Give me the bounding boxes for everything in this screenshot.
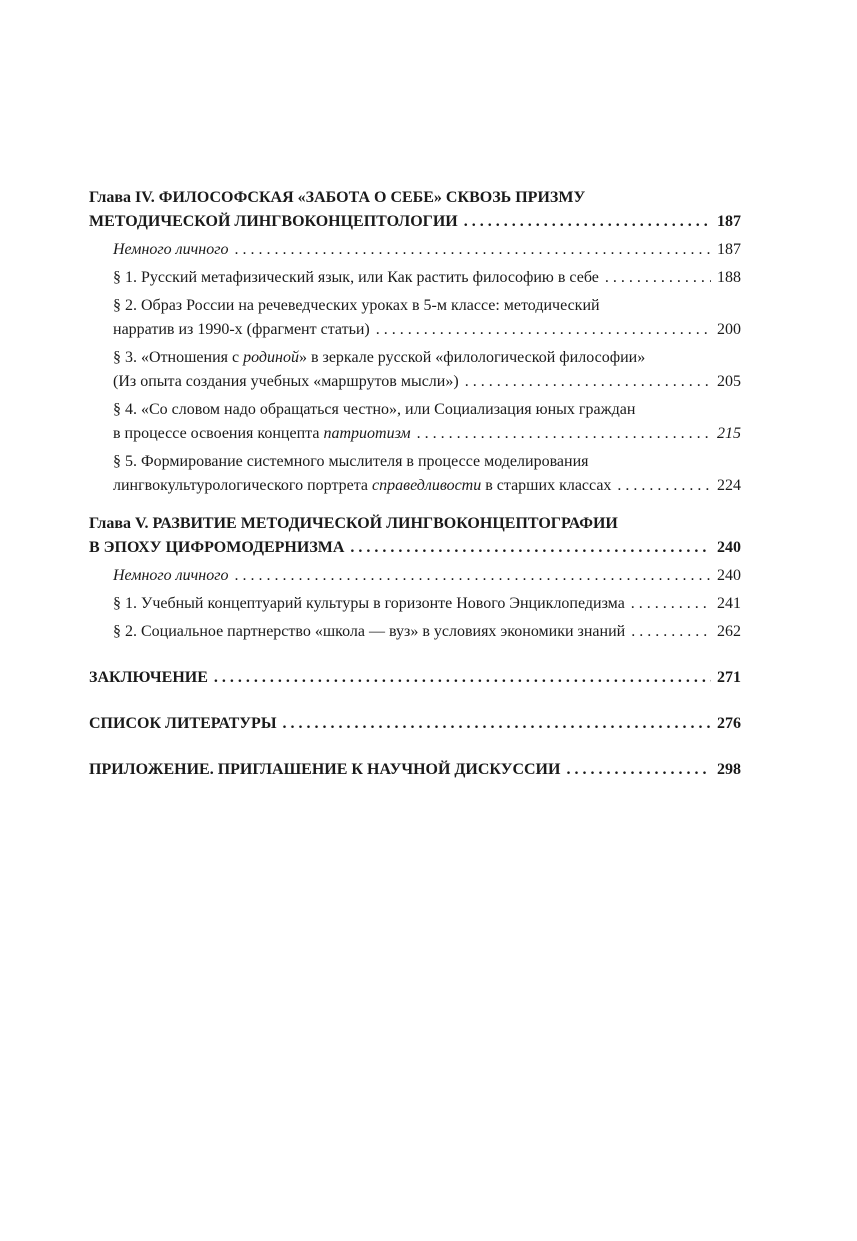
page-number: 262 bbox=[717, 623, 741, 640]
toc-chapter-4[interactable] bbox=[89, 186, 741, 234]
page-number: 188 bbox=[717, 269, 741, 286]
toc-item[interactable] bbox=[113, 592, 741, 616]
leader-dots bbox=[631, 592, 711, 616]
toc-item[interactable] bbox=[113, 620, 741, 644]
toc-item-title-line1: § 2. Образ России на речеведческих уроках в 5-м классе: методический bbox=[113, 297, 600, 314]
page-number: 240 bbox=[717, 539, 741, 556]
toc-item-title: § 1. Русский метафизический язык, или Как растить философию в себе bbox=[113, 269, 599, 286]
chapter-4-title-line2: МЕТОДИЧЕСКОЙ ЛИНГВОКОНЦЕПТОЛОГИИ bbox=[89, 213, 458, 230]
toc-item-title-line2: нарратив из 1990-х (фрагмент статьи) bbox=[113, 321, 370, 338]
page-number: 241 bbox=[717, 595, 741, 612]
toc-item[interactable] bbox=[113, 564, 741, 588]
chapter-5-title-line2: В ЭПОХУ ЦИФРОМОДЕРНИЗМА bbox=[89, 539, 345, 556]
appendix-title: ПРИЛОЖЕНИЕ. ПРИГЛАШЕНИЕ К НАУЧНОЙ ДИСКУССИИ bbox=[89, 761, 561, 778]
leader-dots bbox=[464, 210, 711, 234]
leader-dots bbox=[350, 536, 711, 560]
page-number: 215 bbox=[717, 425, 741, 442]
toc-item-title-line1: § 5. Формирование системного мыслителя в процессе моделирования bbox=[113, 453, 589, 470]
page-number: 187 bbox=[717, 213, 741, 230]
toc-item-title-line2: лингвокультурологического портрета справедливости в старших классах bbox=[113, 477, 612, 494]
bibliography-title: СПИСОК ЛИТЕРАТУРЫ bbox=[89, 715, 277, 732]
toc-item-title: Немного личного bbox=[113, 241, 229, 258]
toc-item[interactable] bbox=[113, 238, 741, 262]
leader-dots bbox=[617, 474, 711, 498]
leader-dots bbox=[283, 712, 711, 736]
page-number: 240 bbox=[717, 567, 741, 584]
toc-item-title: Немного личного bbox=[113, 567, 229, 584]
leader-dots bbox=[234, 238, 711, 262]
toc-item-title-line2: (Из опыта создания учебных «маршрутов мысли») bbox=[113, 373, 459, 390]
page-number: 200 bbox=[717, 321, 741, 338]
leader-dots bbox=[465, 370, 711, 394]
page-number: 187 bbox=[717, 241, 741, 258]
toc-item-title-line2: в процессе освоения концепта патриотизм bbox=[113, 425, 411, 442]
page-number: 298 bbox=[717, 761, 741, 778]
toc-item[interactable] bbox=[113, 266, 741, 290]
page-number: 205 bbox=[717, 373, 741, 390]
toc-item[interactable] bbox=[113, 294, 741, 342]
leader-dots bbox=[605, 266, 711, 290]
toc-bibliography[interactable] bbox=[89, 712, 741, 736]
toc-item-title: § 1. Учебный концептуарий культуры в горизонте Нового Энциклопедизма bbox=[113, 595, 625, 612]
toc-item-title: § 2. Социальное партнерство «школа — вуз» в условиях экономики знаний bbox=[113, 623, 626, 640]
page-number: 271 bbox=[717, 669, 741, 686]
chapter-4-title-line1: Глава IV. ФИЛОСОФСКАЯ «ЗАБОТА О СЕБЕ» СКВОЗЬ ПРИЗМУ bbox=[89, 189, 586, 206]
toc-conclusion[interactable] bbox=[89, 666, 741, 690]
toc-chapter-5[interactable] bbox=[89, 512, 741, 560]
toc-item[interactable] bbox=[113, 450, 741, 498]
toc-item[interactable] bbox=[113, 398, 741, 446]
leader-dots bbox=[214, 666, 711, 690]
toc-item-title-line1: § 4. «Со словом надо обращаться честно», или Социализация юных граждан bbox=[113, 401, 636, 418]
toc-item-title-line1: § 3. «Отношения с родиной» в зеркале русской «филологической философии» bbox=[113, 349, 646, 366]
toc-item[interactable] bbox=[113, 346, 741, 394]
table-of-contents bbox=[89, 186, 741, 782]
leader-dots bbox=[631, 620, 711, 644]
page-number: 276 bbox=[717, 715, 741, 732]
leader-dots bbox=[234, 564, 711, 588]
leader-dots bbox=[417, 422, 711, 446]
toc-appendix[interactable] bbox=[89, 758, 741, 782]
chapter-5-title-line1: Глава V. РАЗВИТИЕ МЕТОДИЧЕСКОЙ ЛИНГВОКОНЦЕПТОГРАФИИ bbox=[89, 515, 618, 532]
leader-dots bbox=[566, 758, 711, 782]
leader-dots bbox=[376, 318, 711, 342]
page-number: 224 bbox=[717, 477, 741, 494]
conclusion-title: ЗАКЛЮЧЕНИЕ bbox=[89, 669, 208, 686]
